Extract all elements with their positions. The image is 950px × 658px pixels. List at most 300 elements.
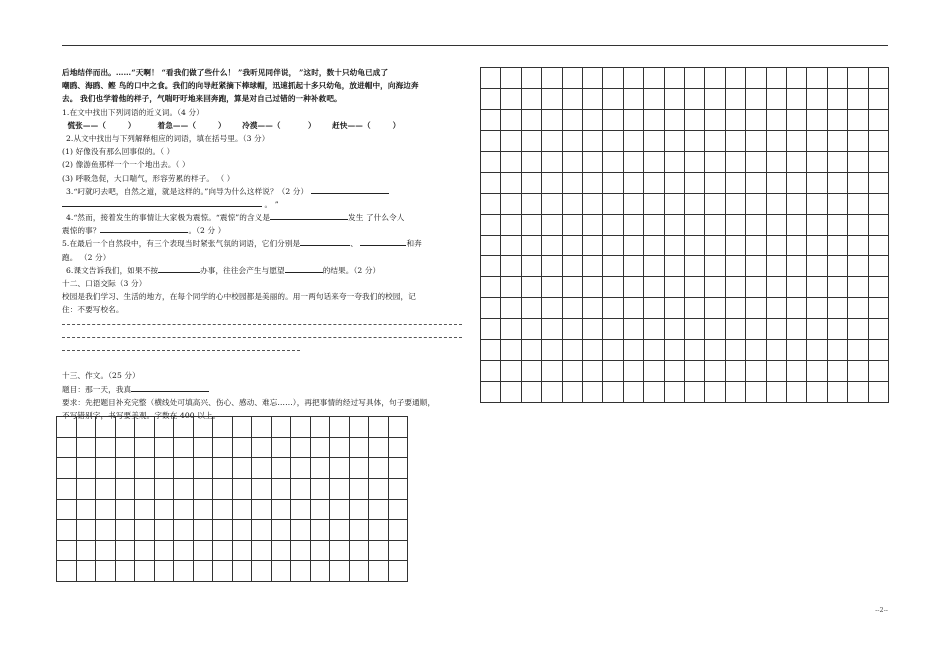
answer-blank[interactable]: [300, 237, 350, 246]
grid-cell[interactable]: [501, 361, 521, 382]
grid-cell[interactable]: [644, 236, 664, 257]
grid-cell[interactable]: [848, 173, 868, 194]
grid-cell[interactable]: [848, 382, 868, 403]
grid-cell[interactable]: [369, 500, 389, 521]
grid-cell[interactable]: [389, 479, 409, 500]
grid-cell[interactable]: [624, 277, 644, 298]
grid-cell[interactable]: [705, 340, 725, 361]
grid-cell[interactable]: [787, 68, 807, 89]
grid-cell[interactable]: [481, 68, 501, 89]
grid-cell[interactable]: [369, 417, 389, 438]
grid-cell[interactable]: [807, 256, 827, 277]
essay-grid-left[interactable]: [56, 416, 408, 582]
grid-cell[interactable]: [705, 361, 725, 382]
grid-cell[interactable]: [522, 194, 542, 215]
grid-cell[interactable]: [213, 438, 233, 459]
grid-cell[interactable]: [869, 215, 889, 236]
grid-cell[interactable]: [252, 438, 272, 459]
grid-cell[interactable]: [603, 256, 623, 277]
answer-dashed-line[interactable]: [62, 317, 462, 330]
grid-cell[interactable]: [563, 382, 583, 403]
grid-cell[interactable]: [665, 110, 685, 131]
grid-cell[interactable]: [624, 340, 644, 361]
grid-cell[interactable]: [767, 68, 787, 89]
grid-cell[interactable]: [746, 173, 766, 194]
grid-cell[interactable]: [828, 319, 848, 340]
grid-cell[interactable]: [869, 298, 889, 319]
grid-cell[interactable]: [233, 541, 253, 562]
grid-cell[interactable]: [350, 438, 370, 459]
grid-cell[interactable]: [848, 319, 868, 340]
grid-cell[interactable]: [807, 298, 827, 319]
grid-cell[interactable]: [828, 110, 848, 131]
grid-cell[interactable]: [542, 236, 562, 257]
grid-cell[interactable]: [624, 173, 644, 194]
grid-cell[interactable]: [807, 319, 827, 340]
grid-cell[interactable]: [272, 438, 292, 459]
grid-cell[interactable]: [767, 382, 787, 403]
grid-cell[interactable]: [869, 173, 889, 194]
grid-cell[interactable]: [155, 438, 175, 459]
grid-cell[interactable]: [767, 110, 787, 131]
grid-cell[interactable]: [233, 458, 253, 479]
grid-cell[interactable]: [869, 194, 889, 215]
grid-cell[interactable]: [174, 520, 194, 541]
grid-cell[interactable]: [330, 541, 350, 562]
grid-cell[interactable]: [787, 131, 807, 152]
grid-cell[interactable]: [252, 500, 272, 521]
grid-cell[interactable]: [369, 438, 389, 459]
grid-cell[interactable]: [272, 500, 292, 521]
grid-cell[interactable]: [194, 500, 214, 521]
grid-cell[interactable]: [685, 256, 705, 277]
grid-cell[interactable]: [848, 236, 868, 257]
grid-cell[interactable]: [481, 361, 501, 382]
answer-blank[interactable]: [158, 264, 200, 273]
grid-cell[interactable]: [155, 561, 175, 582]
grid-cell[interactable]: [481, 277, 501, 298]
grid-cell[interactable]: [685, 236, 705, 257]
grid-cell[interactable]: [787, 298, 807, 319]
grid-cell[interactable]: [807, 173, 827, 194]
grid-cell[interactable]: [213, 561, 233, 582]
grid-cell[interactable]: [194, 438, 214, 459]
grid-cell[interactable]: [522, 256, 542, 277]
grid-cell[interactable]: [828, 361, 848, 382]
grid-cell[interactable]: [726, 340, 746, 361]
grid-cell[interactable]: [807, 152, 827, 173]
grid-cell[interactable]: [624, 131, 644, 152]
grid-cell[interactable]: [389, 561, 409, 582]
grid-cell[interactable]: [624, 236, 644, 257]
grid-cell[interactable]: [767, 89, 787, 110]
grid-cell[interactable]: [869, 89, 889, 110]
grid-cell[interactable]: [57, 520, 77, 541]
grid-cell[interactable]: [869, 319, 889, 340]
grid-cell[interactable]: [369, 520, 389, 541]
grid-cell[interactable]: [807, 215, 827, 236]
grid-cell[interactable]: [787, 319, 807, 340]
grid-cell[interactable]: [135, 458, 155, 479]
grid-cell[interactable]: [869, 277, 889, 298]
grid-cell[interactable]: [828, 194, 848, 215]
grid-cell[interactable]: [481, 131, 501, 152]
answer-blank[interactable]: [311, 185, 389, 194]
grid-cell[interactable]: [807, 131, 827, 152]
grid-cell[interactable]: [644, 110, 664, 131]
grid-cell[interactable]: [77, 561, 97, 582]
grid-cell[interactable]: [624, 298, 644, 319]
grid-cell[interactable]: [624, 110, 644, 131]
grid-cell[interactable]: [726, 110, 746, 131]
grid-cell[interactable]: [213, 458, 233, 479]
grid-cell[interactable]: [603, 361, 623, 382]
grid-cell[interactable]: [644, 298, 664, 319]
grid-cell[interactable]: [522, 361, 542, 382]
grid-cell[interactable]: [542, 152, 562, 173]
grid-cell[interactable]: [583, 152, 603, 173]
grid-cell[interactable]: [213, 541, 233, 562]
grid-cell[interactable]: [135, 500, 155, 521]
grid-cell[interactable]: [155, 458, 175, 479]
grid-cell[interactable]: [481, 319, 501, 340]
grid-cell[interactable]: [77, 541, 97, 562]
grid-cell[interactable]: [116, 541, 136, 562]
grid-cell[interactable]: [848, 110, 868, 131]
grid-cell[interactable]: [603, 340, 623, 361]
grid-cell[interactable]: [685, 152, 705, 173]
grid-cell[interactable]: [746, 256, 766, 277]
grid-cell[interactable]: [583, 298, 603, 319]
grid-cell[interactable]: [330, 458, 350, 479]
grid-cell[interactable]: [330, 438, 350, 459]
grid-cell[interactable]: [77, 520, 97, 541]
grid-cell[interactable]: [767, 277, 787, 298]
grid-cell[interactable]: [848, 68, 868, 89]
grid-cell[interactable]: [869, 256, 889, 277]
grid-cell[interactable]: [665, 68, 685, 89]
grid-cell[interactable]: [116, 561, 136, 582]
grid-cell[interactable]: [685, 68, 705, 89]
grid-cell[interactable]: [522, 340, 542, 361]
grid-cell[interactable]: [624, 89, 644, 110]
essay-grid-right[interactable]: [480, 67, 889, 403]
grid-cell[interactable]: [705, 256, 725, 277]
grid-cell[interactable]: [644, 319, 664, 340]
grid-cell[interactable]: [291, 500, 311, 521]
grid-cell[interactable]: [807, 89, 827, 110]
grid-cell[interactable]: [644, 340, 664, 361]
grid-cell[interactable]: [746, 277, 766, 298]
grid-cell[interactable]: [272, 417, 292, 438]
grid-cell[interactable]: [787, 361, 807, 382]
grid-cell[interactable]: [563, 152, 583, 173]
grid-cell[interactable]: [807, 382, 827, 403]
grid-cell[interactable]: [96, 520, 116, 541]
grid-cell[interactable]: [828, 277, 848, 298]
grid-cell[interactable]: [746, 89, 766, 110]
grid-cell[interactable]: [726, 194, 746, 215]
grid-cell[interactable]: [233, 438, 253, 459]
grid-cell[interactable]: [77, 458, 97, 479]
grid-cell[interactable]: [57, 479, 77, 500]
grid-cell[interactable]: [787, 173, 807, 194]
grid-cell[interactable]: [665, 131, 685, 152]
grid-cell[interactable]: [767, 152, 787, 173]
grid-cell[interactable]: [522, 131, 542, 152]
grid-cell[interactable]: [501, 89, 521, 110]
grid-cell[interactable]: [311, 541, 331, 562]
grid-cell[interactable]: [685, 340, 705, 361]
grid-cell[interactable]: [350, 520, 370, 541]
grid-cell[interactable]: [665, 361, 685, 382]
grid-cell[interactable]: [787, 256, 807, 277]
grid-cell[interactable]: [542, 131, 562, 152]
grid-cell[interactable]: [705, 68, 725, 89]
grid-cell[interactable]: [213, 417, 233, 438]
grid-cell[interactable]: [369, 458, 389, 479]
grid-cell[interactable]: [350, 458, 370, 479]
grid-cell[interactable]: [787, 382, 807, 403]
grid-cell[interactable]: [746, 340, 766, 361]
grid-cell[interactable]: [726, 236, 746, 257]
grid-cell[interactable]: [828, 152, 848, 173]
grid-cell[interactable]: [828, 256, 848, 277]
grid-cell[interactable]: [603, 152, 623, 173]
answer-blank[interactable]: [285, 264, 323, 273]
topic-blank[interactable]: [131, 383, 209, 392]
grid-cell[interactable]: [522, 215, 542, 236]
grid-cell[interactable]: [389, 541, 409, 562]
grid-cell[interactable]: [583, 215, 603, 236]
grid-cell[interactable]: [603, 89, 623, 110]
grid-cell[interactable]: [481, 340, 501, 361]
answer-dashed-line[interactable]: [62, 343, 300, 356]
grid-cell[interactable]: [767, 131, 787, 152]
grid-cell[interactable]: [563, 215, 583, 236]
grid-cell[interactable]: [828, 236, 848, 257]
grid-cell[interactable]: [583, 194, 603, 215]
grid-cell[interactable]: [252, 417, 272, 438]
grid-cell[interactable]: [501, 173, 521, 194]
grid-cell[interactable]: [665, 194, 685, 215]
grid-cell[interactable]: [481, 152, 501, 173]
grid-cell[interactable]: [233, 479, 253, 500]
grid-cell[interactable]: [746, 236, 766, 257]
grid-cell[interactable]: [685, 131, 705, 152]
grid-cell[interactable]: [705, 152, 725, 173]
grid-cell[interactable]: [807, 194, 827, 215]
grid-cell[interactable]: [522, 298, 542, 319]
grid-cell[interactable]: [369, 479, 389, 500]
grid-cell[interactable]: [194, 561, 214, 582]
grid-cell[interactable]: [767, 236, 787, 257]
grid-cell[interactable]: [213, 500, 233, 521]
grid-cell[interactable]: [311, 561, 331, 582]
grid-cell[interactable]: [665, 340, 685, 361]
grid-cell[interactable]: [116, 417, 136, 438]
answer-blank[interactable]: [360, 237, 406, 246]
grid-cell[interactable]: [726, 382, 746, 403]
grid-cell[interactable]: [563, 110, 583, 131]
grid-cell[interactable]: [311, 438, 331, 459]
grid-cell[interactable]: [583, 340, 603, 361]
grid-cell[interactable]: [542, 89, 562, 110]
grid-cell[interactable]: [665, 173, 685, 194]
grid-cell[interactable]: [291, 541, 311, 562]
grid-cell[interactable]: [272, 520, 292, 541]
grid-cell[interactable]: [767, 340, 787, 361]
grid-cell[interactable]: [685, 194, 705, 215]
grid-cell[interactable]: [705, 110, 725, 131]
grid-cell[interactable]: [828, 382, 848, 403]
grid-cell[interactable]: [350, 417, 370, 438]
grid-cell[interactable]: [767, 194, 787, 215]
grid-cell[interactable]: [746, 319, 766, 340]
grid-cell[interactable]: [746, 68, 766, 89]
grid-cell[interactable]: [174, 417, 194, 438]
grid-cell[interactable]: [389, 438, 409, 459]
grid-cell[interactable]: [869, 152, 889, 173]
grid-cell[interactable]: [57, 417, 77, 438]
grid-cell[interactable]: [542, 361, 562, 382]
grid-cell[interactable]: [848, 256, 868, 277]
grid-cell[interactable]: [330, 520, 350, 541]
grid-cell[interactable]: [252, 541, 272, 562]
grid-cell[interactable]: [522, 319, 542, 340]
grid-cell[interactable]: [644, 89, 664, 110]
grid-cell[interactable]: [311, 479, 331, 500]
grid-cell[interactable]: [350, 561, 370, 582]
grid-cell[interactable]: [726, 298, 746, 319]
grid-cell[interactable]: [272, 479, 292, 500]
grid-cell[interactable]: [869, 68, 889, 89]
grid-cell[interactable]: [767, 215, 787, 236]
grid-cell[interactable]: [828, 131, 848, 152]
grid-cell[interactable]: [501, 319, 521, 340]
grid-cell[interactable]: [233, 561, 253, 582]
grid-cell[interactable]: [848, 131, 868, 152]
grid-cell[interactable]: [869, 382, 889, 403]
grid-cell[interactable]: [542, 319, 562, 340]
grid-cell[interactable]: [311, 520, 331, 541]
grid-cell[interactable]: [96, 500, 116, 521]
grid-cell[interactable]: [624, 68, 644, 89]
grid-cell[interactable]: [330, 479, 350, 500]
grid-cell[interactable]: [522, 382, 542, 403]
grid-cell[interactable]: [685, 277, 705, 298]
grid-cell[interactable]: [685, 173, 705, 194]
grid-cell[interactable]: [665, 382, 685, 403]
grid-cell[interactable]: [77, 438, 97, 459]
grid-cell[interactable]: [807, 277, 827, 298]
grid-cell[interactable]: [665, 319, 685, 340]
grid-cell[interactable]: [665, 215, 685, 236]
grid-cell[interactable]: [481, 194, 501, 215]
grid-cell[interactable]: [807, 236, 827, 257]
grid-cell[interactable]: [787, 277, 807, 298]
grid-cell[interactable]: [869, 340, 889, 361]
grid-cell[interactable]: [583, 68, 603, 89]
grid-cell[interactable]: [291, 458, 311, 479]
grid-cell[interactable]: [135, 541, 155, 562]
grid-cell[interactable]: [481, 173, 501, 194]
grid-cell[interactable]: [746, 215, 766, 236]
grid-cell[interactable]: [252, 479, 272, 500]
grid-cell[interactable]: [624, 215, 644, 236]
grid-cell[interactable]: [135, 520, 155, 541]
grid-cell[interactable]: [389, 500, 409, 521]
grid-cell[interactable]: [563, 236, 583, 257]
grid-cell[interactable]: [501, 68, 521, 89]
grid-cell[interactable]: [563, 340, 583, 361]
grid-cell[interactable]: [726, 277, 746, 298]
grid-cell[interactable]: [481, 89, 501, 110]
grid-cell[interactable]: [501, 152, 521, 173]
grid-cell[interactable]: [522, 236, 542, 257]
answer-blank[interactable]: [270, 211, 348, 220]
grid-cell[interactable]: [828, 298, 848, 319]
grid-cell[interactable]: [563, 173, 583, 194]
grid-cell[interactable]: [624, 319, 644, 340]
grid-cell[interactable]: [726, 319, 746, 340]
grid-cell[interactable]: [481, 110, 501, 131]
grid-cell[interactable]: [350, 479, 370, 500]
grid-cell[interactable]: [726, 68, 746, 89]
grid-cell[interactable]: [481, 382, 501, 403]
grid-cell[interactable]: [194, 458, 214, 479]
grid-cell[interactable]: [746, 194, 766, 215]
grid-cell[interactable]: [233, 417, 253, 438]
grid-cell[interactable]: [563, 277, 583, 298]
grid-cell[interactable]: [767, 173, 787, 194]
grid-cell[interactable]: [481, 215, 501, 236]
grid-cell[interactable]: [57, 438, 77, 459]
grid-cell[interactable]: [330, 561, 350, 582]
grid-cell[interactable]: [194, 479, 214, 500]
grid-cell[interactable]: [603, 382, 623, 403]
grid-cell[interactable]: [522, 68, 542, 89]
grid-cell[interactable]: [685, 110, 705, 131]
grid-cell[interactable]: [194, 417, 214, 438]
grid-cell[interactable]: [542, 298, 562, 319]
grid-cell[interactable]: [665, 152, 685, 173]
grid-cell[interactable]: [644, 68, 664, 89]
grid-cell[interactable]: [501, 131, 521, 152]
grid-cell[interactable]: [787, 194, 807, 215]
grid-cell[interactable]: [726, 256, 746, 277]
grid-cell[interactable]: [481, 236, 501, 257]
grid-cell[interactable]: [787, 110, 807, 131]
grid-cell[interactable]: [583, 236, 603, 257]
grid-cell[interactable]: [291, 417, 311, 438]
grid-cell[interactable]: [174, 479, 194, 500]
grid-cell[interactable]: [685, 319, 705, 340]
grid-cell[interactable]: [746, 131, 766, 152]
grid-cell[interactable]: [665, 89, 685, 110]
grid-cell[interactable]: [501, 110, 521, 131]
grid-cell[interactable]: [77, 417, 97, 438]
grid-cell[interactable]: [57, 500, 77, 521]
grid-cell[interactable]: [174, 561, 194, 582]
grid-cell[interactable]: [644, 277, 664, 298]
grid-cell[interactable]: [501, 194, 521, 215]
grid-cell[interactable]: [848, 215, 868, 236]
grid-cell[interactable]: [787, 236, 807, 257]
grid-cell[interactable]: [848, 89, 868, 110]
grid-cell[interactable]: [603, 68, 623, 89]
grid-cell[interactable]: [828, 68, 848, 89]
